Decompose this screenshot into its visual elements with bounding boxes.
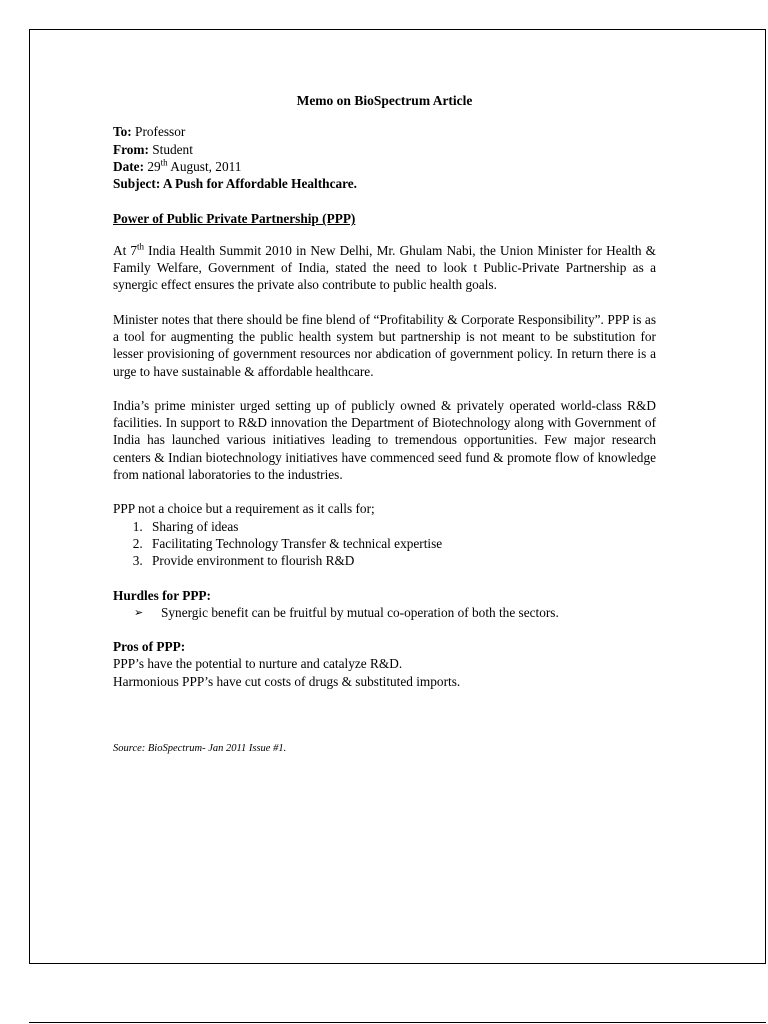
from-label: From: — [113, 141, 149, 157]
pros-line: PPP’s have the potential to nurture and catalyze R&D. — [113, 656, 403, 672]
paragraph-requirement: PPP not a choice but a requirement as it calls for; — [113, 501, 375, 517]
ppp-section-heading: Power of Public Private Partnership (PPP) — [113, 211, 356, 227]
hurdles-heading: Hurdles for PPP: — [113, 587, 211, 603]
list-item — [134, 604, 656, 621]
date-label: Date: — [113, 158, 145, 174]
subject-line: Subject: A Push for Affordable Healthcare. — [113, 176, 358, 192]
list-item: 2. Facilitating Technology Transfer & technical expertise — [146, 535, 656, 552]
list-item: 1. Sharing of ideas — [146, 518, 656, 535]
arrow-bullet-icon: ➢ — [134, 605, 144, 619]
to-line — [113, 123, 656, 140]
date-suffix: th — [160, 157, 168, 168]
pros-line: Harmonious PPP’s have cut costs of drugs & substituted imports. — [113, 673, 461, 689]
date-line — [113, 158, 656, 175]
memo-header — [113, 123, 656, 192]
from-line — [113, 141, 656, 158]
pros-list — [113, 655, 656, 690]
hurdles-list — [113, 604, 656, 621]
paragraph-prime-minister: India’s prime minister urged setting up of publicly owned & privately operated world-class R&D facilities. In support to R&D innovation the Department of Biotechnology along with Government of India has launched various initiatives leading to tremendous opportunities. Few major research centers & Indian biotechnology initiatives have commenced seed fund & promote flow of knowledge from national laboratories to the industries. — [113, 397, 656, 483]
source-citation: Source: BioSpectrum- Jan 2011 Issue #1. — [113, 743, 287, 755]
list-item: 3. Provide environment to flourish R&D — [146, 552, 656, 569]
reasons-list — [113, 518, 656, 570]
to-value: Professor — [131, 124, 186, 140]
from-value: Student — [148, 141, 193, 157]
to-label: To: — [113, 124, 132, 140]
date-day: 29 — [144, 158, 161, 174]
paragraph-summit — [113, 242, 656, 294]
memo-document — [113, 92, 656, 757]
date-rest: August, 2011 — [167, 158, 242, 174]
memo-title: Memo on BioSpectrum Article — [296, 93, 473, 108]
summit-rest: India Health Summit 2010 in New Delhi, Mr. Ghulam Nabi, the Union Minister for Health & Family Welfare, Government of India, stated the need to look t Public-Private Partnership as a synergic effect ensures the private also contribute to public health goals. — [113, 242, 656, 293]
paragraph-minister: Minister notes that there should be fine blend of “Profitability & Corporate Responsibility”. PPP is as a tool for augmenting the public health system but partnership is not meant to be substitution for lesser provisioning of government resources nor abdication of government policy. In return there is a urge to have sustainable & affordable healthcare. — [113, 311, 656, 379]
hurdle-text: Synergic benefit can be fruitful by mutual co-operation of both the sectors. — [161, 604, 559, 620]
footer-divider — [29, 1022, 766, 1023]
pros-heading: Pros of PPP: — [113, 639, 186, 655]
summit-sup: th — [137, 241, 145, 252]
summit-start: At 7 — [113, 242, 138, 258]
